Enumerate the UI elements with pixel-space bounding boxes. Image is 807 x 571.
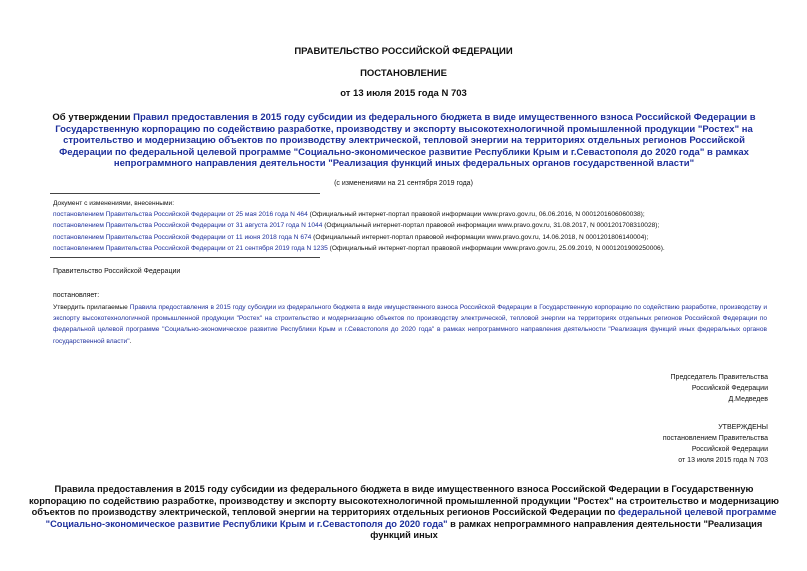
- approved-by: постановлением Правительства: [662, 435, 768, 442]
- divider-bottom: [50, 257, 320, 258]
- document-date: от 13 июля 2015 года N 703: [340, 88, 467, 99]
- approve-suffix: .: [129, 337, 132, 345]
- changes-title: Документ с изменениями, внесенными:: [53, 200, 175, 207]
- divider-top: [50, 193, 320, 194]
- rules-title: [28, 484, 780, 542]
- list-item: [53, 243, 783, 254]
- signature-position: Председатель Правительства: [670, 374, 768, 381]
- rules-title-part2: в рамках непрограммного направления деятельности "Реализация функций иных: [370, 518, 763, 540]
- signature-country: Российской Федерации: [691, 385, 768, 392]
- change-link[interactable]: постановлением Правительства Российской Федерации от 31 августа 2017 года N 1044: [53, 222, 323, 230]
- approved-block: [560, 422, 768, 466]
- signature-name: Д.Медведев: [728, 396, 768, 403]
- subject-prefix: Об утверждении: [52, 112, 134, 123]
- approved-date: от 13 июля 2015 года N 703: [678, 457, 768, 464]
- change-link[interactable]: постановлением Правительства Российской Федерации от 21 сентября 2019 года N 1235: [53, 244, 328, 252]
- change-link[interactable]: постановлением Правительства Российской Федерации от 25 мая 2016 года N 464: [53, 211, 308, 219]
- rules-title-part1: Правила предоставления в 2015 году субсидии из федерального бюджета в виде имущественного взноса Российской Федерации в Государственную корпорацию по содействию разработке, производству и экспорту высокотехнологичной промышленной продукции "Ростех" на строительство и модернизацию объектов по производству электрической, тепловой энергии на территориях отдельных регионов Российской Федерации по: [29, 484, 779, 517]
- change-source: (Официальный интернет-портал правовой информации www.pravo.gov.ru, 31.08.2017, N 0001201708310028);: [322, 222, 660, 230]
- approve-paragraph: [53, 302, 767, 347]
- document-subject: [36, 112, 772, 170]
- approve-prefix: Утвердить прилагаемые: [53, 304, 130, 311]
- subject-rules-link[interactable]: Правил предоставления в 2015 году субсидии из федерального бюджета в виде имущественного взноса Российской Федерации в Государственную корпорацию по содействию разработке, производству и экспорту высокотехнологичной промышленной продукции "Ростех" на строительство и модернизацию объектов по производству электрической, тепловой энергии на территориях отдельных регионов Российской Федерации по федеральной целевой программе "Социально-экономическое развитие Республики Крым и г.Севастополя до 2020 года" в рамках непрограммного направления деятельности "Реализация функций иных федеральных органов государственной власти": [55, 112, 756, 169]
- change-source: (Официальный интернет-портал правовой информации www.pravo.gov.ru, 06.06.2016, N 0001201606060038);: [307, 211, 645, 219]
- change-source: (Официальный интернет-портал правовой информации www.pravo.gov.ru, 14.06.2018, N 0001201806140004);: [311, 233, 649, 241]
- government-name: Правительство Российской Федерации: [53, 268, 181, 275]
- approve-rules-link[interactable]: Правила предоставления в 2015 году субсидии из федерального бюджета в виде имущественного взноса Российской Федерации в Государственную корпорацию по содействию разработке, производству и экспорту высокотехнологичной промышленной продукции "Ростех" на строительство и модернизацию объектов по производству электрической, тепловой энергии на территориях отдельных регионов Российской Федерации по федеральной целевой программе "Социально-экономическое развитие Республики Крым и г.Севастополя до 2020 года" в рамках непрограммного направления деятельности "Реализация функций иных федеральных органов государственной власти": [53, 304, 767, 345]
- decides-label: постановляет:: [53, 292, 100, 299]
- list-item: [53, 232, 783, 243]
- amended-note: (с изменениями на 21 сентября 2019 года): [334, 180, 473, 187]
- changes-list: [53, 198, 783, 254]
- approved-country: Российской Федерации: [691, 446, 768, 453]
- list-item: [53, 220, 783, 231]
- program-link[interactable]: федеральной целевой программе "Социально-экономическое развитие Республики Крым и г.Севастополя до 2020 года": [45, 507, 777, 529]
- document-type: ПОСТАНОВЛЕНИЕ: [360, 68, 447, 79]
- change-source: (Официальный интернет-портал правовой информации www.pravo.gov.ru, 25.09.2019, N 0001201909250006).: [327, 244, 665, 252]
- list-item: [53, 209, 783, 220]
- signature-block: [560, 372, 768, 405]
- approved-heading: УТВЕРЖДЕНЫ: [718, 424, 768, 431]
- government-title: ПРАВИТЕЛЬСТВО РОССИЙСКОЙ ФЕДЕРАЦИИ: [294, 46, 513, 57]
- change-link[interactable]: постановлением Правительства Российской Федерации от 11 июня 2018 года N 674: [53, 233, 312, 241]
